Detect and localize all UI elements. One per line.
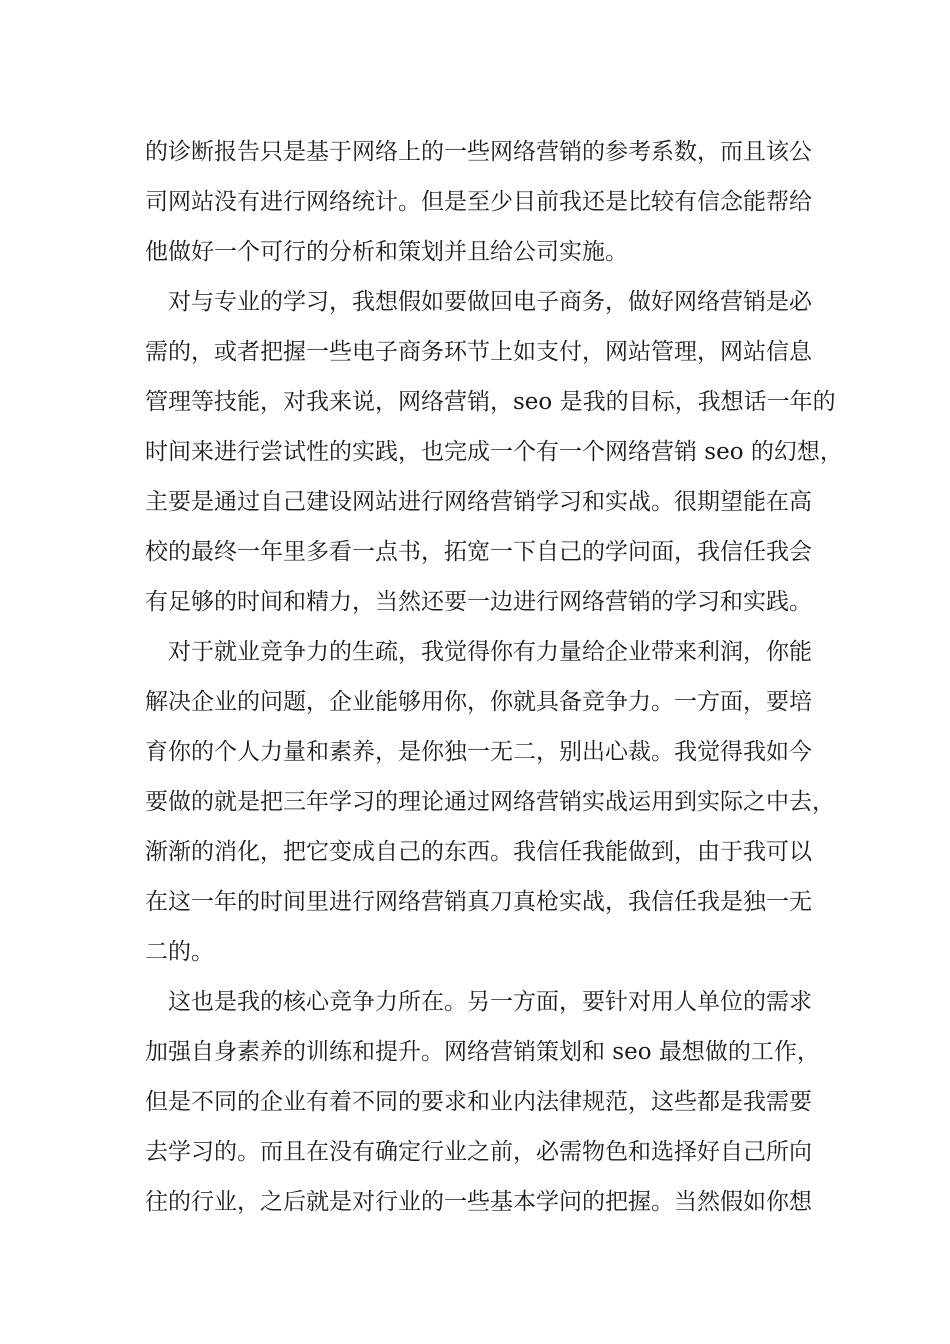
text-line: 加强自身素养的训练和提升。网络营销策划和 seo 最想做的工作，	[145, 1039, 820, 1065]
text-line: 时间来进行尝试性的实践，也完成一个有一个网络营销 seo 的幻想，	[145, 439, 843, 465]
text-line: 育你的个人力量和素养，是你独一无二，别出心裁。我觉得我如今	[145, 739, 812, 765]
text-line: 校的最终一年里多看一点书，拓宽一下自己的学问面，我信任我会	[145, 539, 812, 565]
paragraph-start-line: 这也是我的核心竞争力所在。另一方面，要针对用人单位的需求	[168, 989, 812, 1015]
text-line: 但是不同的企业有着不同的要求和业内法律规范，这些都是我需要	[145, 1089, 812, 1115]
text-line: 二的。	[145, 939, 214, 965]
text-line: 要做的就是把三年学习的理论通过网络营销实战运用到实际之中去，	[145, 789, 835, 815]
text-line: 主要是通过自己建设网站进行网络营销学习和实战。很期望能在高	[145, 489, 812, 515]
text-line: 司网站没有进行网络统计。但是至少目前我还是比较有信念能帮给	[145, 189, 812, 215]
text-line: 往的行业，之后就是对行业的一些基本学问的把握。当然假如你想	[145, 1189, 812, 1215]
text-line: 在这一年的时间里进行网络营销真刀真枪实战，我信任我是独一无	[145, 889, 812, 915]
text-line: 有足够的时间和精力，当然还要一边进行网络营销的学习和实践。	[145, 589, 812, 615]
text-line: 渐渐的消化，把它变成自己的东西。我信任我能做到，由于我可以	[145, 839, 812, 865]
paragraph-start-line: 对于就业竞争力的生疏，我觉得你有力量给企业带来利润，你能	[168, 639, 812, 665]
text-line: 解决企业的问题，企业能够用你，你就具备竞争力。一方面，要培	[145, 689, 812, 715]
text-line: 的诊断报告只是基于网络上的一些网络营销的参考系数，而且该公	[145, 139, 812, 165]
text-line: 去学习的。而且在没有确定行业之前，必需物色和选择好自己所向	[145, 1139, 812, 1165]
text-line: 他做好一个可行的分析和策划并且给公司实施。	[145, 239, 628, 265]
paragraph-start-line: 对与专业的学习，我想假如要做回电子商务，做好网络营销是必	[168, 289, 812, 315]
text-line: 需的，或者把握一些电子商务环节上如支付，网站管理，网站信息	[145, 339, 812, 365]
text-line: 管理等技能，对我来说，网络营销，seo 是我的目标，我想话一年的	[145, 389, 836, 415]
